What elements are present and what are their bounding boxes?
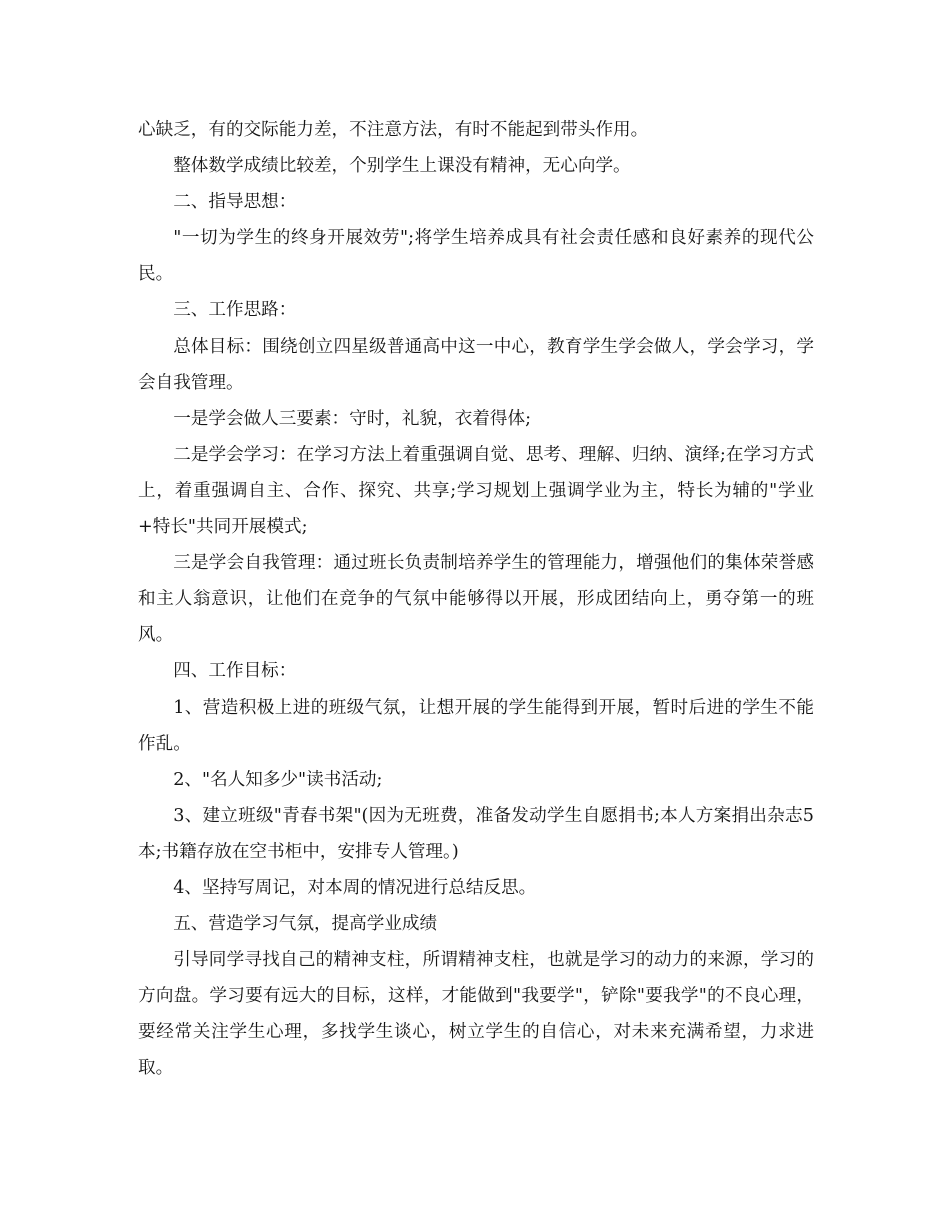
paragraph-continuation: 心缺乏，有的交际能力差，不注意方法，有时不能起到带头作用。: [138, 120, 649, 140]
paragraph-math-performance: 整体数学成绩比较差，个别学生上课没有精神，无心向学。: [173, 156, 631, 177]
section-heading-study-atmosphere: 五、营造学习气氛，提高学业成绩: [173, 914, 438, 935]
paragraph-self-management: 三是学会自我管理：通过班长负责制培养学生的管理能力，增强他们的集体荣誉感和主人翁意识，让他们在竞争的气氛中能够得以开展，形成团结向上，勇夺第一的班风。: [138, 553, 814, 646]
list-item-goal-1: 1、营造积极上进的班级气氛，让想开展的学生能得到开展，暂时后进的学生不能作乱。: [138, 697, 814, 754]
document-body: [138, 112, 814, 1087]
paragraph-overall-goal: 总体目标：围绕创立四星级普通高中这一中心，教育学生学会做人，学会学习，学会自我管理。: [138, 336, 814, 393]
paragraph-spiritual-pillar: 引导同学寻找自己的精神支柱，所谓精神支柱，也就是学习的动力的来源，学习的方向盘。学习要有远大的目标，这样，才能做到"我要学"，铲除"要我学"的不良心理，要经常关注学生心理，多找学生谈心，树立学生的自信心，对未来充满希望，力求进取。: [138, 950, 814, 1079]
section-heading-work-goals: 四、工作目标：: [173, 661, 297, 682]
paragraph-guiding-thought: "一切为学生的终身开展效劳";将学生培养成具有社会责任感和良好素养的现代公民。: [138, 228, 814, 285]
section-heading-guiding-thought: 二、指导思想：: [173, 192, 297, 213]
list-item-goal-4: 4、坚持写周记，对本周的情况进行总结反思。: [173, 877, 537, 898]
section-heading-work-approach: 三、工作思路：: [173, 300, 297, 321]
list-item-goal-3: 3、建立班级"青春书架"(因为无班费，准备发动学生自愿捐书;本人方案捐出杂志5本;书籍存放在空书柜中，安排专人管理。): [138, 805, 814, 862]
paragraph-learn-to-behave: 一是学会做人三要素：守时，礼貌，衣着得体;: [173, 408, 531, 429]
paragraph-learn-to-study: 二是学会学习：在学习方法上着重强调自觉、思考、理解、归纳、演绎;在学习方式上，着重强调自主、合作、探究、共享;学习规划上强调学业为主，特长为辅的"学业+特长"共同开展模式;: [138, 444, 814, 538]
list-item-goal-2: 2、"名人知多少"读书活动;: [173, 769, 383, 790]
